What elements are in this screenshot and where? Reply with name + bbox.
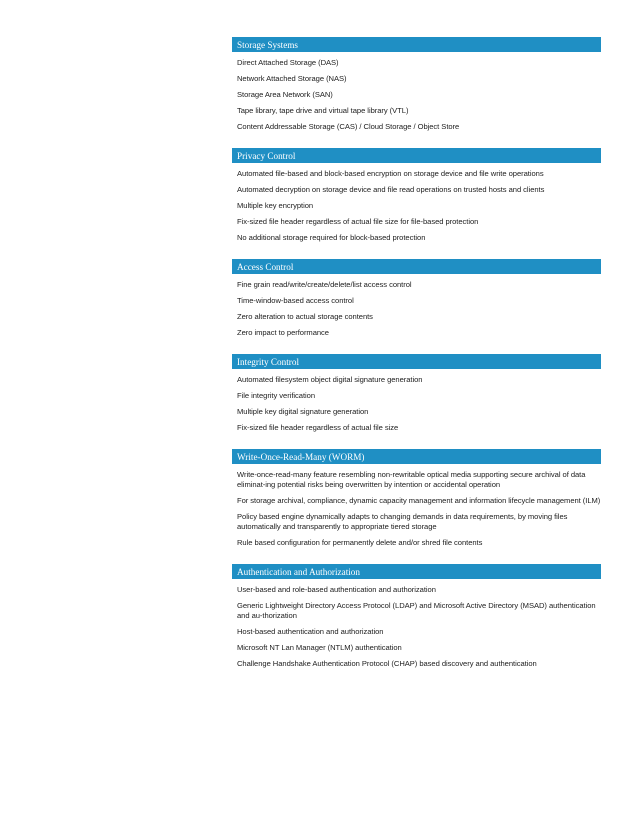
list-item: Rule based configuration for permanently delete and/or shred file contents: [237, 538, 483, 547]
feature-list: [232, 37, 601, 685]
list-item: Network Attached Storage (NAS): [237, 74, 347, 83]
list-item: Automated filesystem object digital signature generation: [237, 375, 423, 384]
list-item: Write-once-read-many feature resembling non-rewritable optical media supporting secure archival of data eliminat-ing potential risks being overwritten by intention or accidental operation: [237, 470, 586, 489]
list-item: Generic Lightweight Directory Access Protocol (LDAP) and Microsoft Active Directory (MSAD) authentication and au-thorization: [237, 601, 596, 620]
list-item: Fix-sized file header regardless of actual file size: [237, 423, 399, 432]
section-header: Access Control: [232, 259, 601, 274]
list-item: Fix-sized file header regardless of actual file size for file-based protection: [237, 217, 479, 226]
list-item: Direct Attached Storage (DAS): [237, 58, 339, 67]
section-worm: [232, 449, 601, 551]
section-header: Privacy Control: [232, 148, 601, 163]
list-item: Fine grain read/write/create/delete/list access control: [237, 280, 412, 289]
list-item: User-based and role-based authentication and authorization: [237, 585, 436, 594]
list-item: Multiple key digital signature generation: [237, 407, 369, 416]
section-authentication-authorization: [232, 564, 601, 672]
list-item: Host-based authentication and authorization: [237, 627, 384, 636]
list-item: Content Addressable Storage (CAS) / Cloud Storage / Object Store: [237, 122, 460, 131]
list-item: Zero alteration to actual storage contents: [237, 312, 373, 321]
list-item: Automated file-based and block-based encryption on storage device and file write operations: [237, 169, 544, 178]
section-integrity-control: [232, 354, 601, 436]
list-item: Policy based engine dynamically adapts to changing demands in data requirements, by moving files automatically and transparently to appropriate tiered storage: [237, 512, 568, 531]
list-item: Automated decryption on storage device and file read operations on trusted hosts and clients: [237, 185, 545, 194]
list-item: Multiple key encryption: [237, 201, 314, 210]
list-item: Tape library, tape drive and virtual tape library (VTL): [237, 106, 409, 115]
list-item: No additional storage required for block-based protection: [237, 233, 426, 242]
list-item: Time-window-based access control: [237, 296, 354, 305]
list-item: Storage Area Network (SAN): [237, 90, 333, 99]
section-privacy-control: [232, 148, 601, 246]
section-header: Authentication and Authorization: [232, 564, 601, 579]
list-item: Microsoft NT Lan Manager (NTLM) authentication: [237, 643, 402, 652]
section-access-control: [232, 259, 601, 341]
section-header: Write-Once-Read-Many (WORM): [232, 449, 601, 464]
list-item: For storage archival, compliance, dynamic capacity management and information lifecycle management (ILM): [237, 496, 601, 505]
list-item: Challenge Handshake Authentication Protocol (CHAP) based discovery and authentication: [237, 659, 537, 668]
list-item: File integrity verification: [237, 391, 315, 400]
list-item: Zero impact to performance: [237, 328, 329, 337]
section-header: Storage Systems: [232, 37, 601, 52]
section-storage-systems: [232, 37, 601, 135]
section-header: Integrity Control: [232, 354, 601, 369]
